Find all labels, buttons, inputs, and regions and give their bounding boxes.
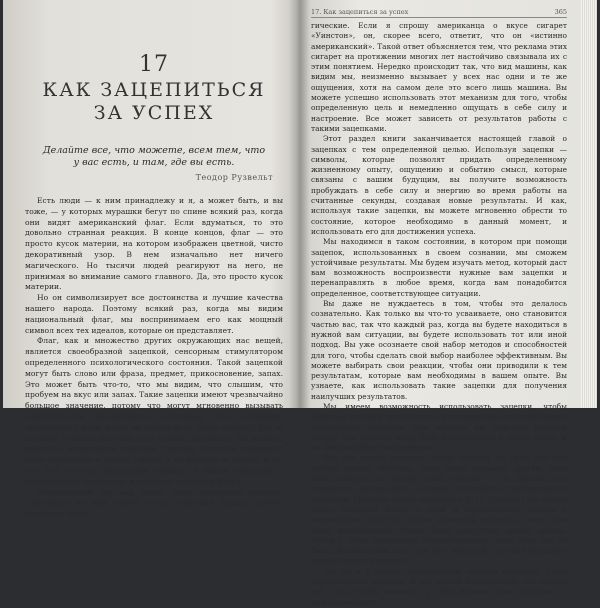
paragraph: Окружающий нас мир полон таких сенсорных зацепок. Некоторые из них имеют очень глубокий смысл, другие являются чисто [25,487,283,519]
chapter-title-line-1: КАК ЗАЦЕПИТЬСЯ [42,79,266,101]
paragraph: Вы даже не нуждаетесь в том, чтобы это делалось сознательно. Как только вы что-то усваиваете, оно становится частью вас, так что каждый раз, когда вы будете находиться в нужной вам ситуации, вы будете использовать тот или иной подход. Вы уже осознаете свой набор методов и способностей для того, чтобы сделать свой выбор наиболее эффективным. Вы можете выбирать свои реакции, чтобы они приводили к тем результатам, которые вам необходимы в вашем опыте. Вы узнаете, как использовать такие зацепки для получения наилучших результатов. [311,299,567,401]
paragraph: Мы имеем возможность использовать зацепки, чтобы добиться успеха в тех областях, в которых нам это необходимо. Научившись создавать свои зацепки, вы получите мощный ресурс. Эти зацепки могут быть использованы в любое время, и их действие будет мгновенным. [311,401,567,453]
epigraph: Делайте все, что можете, всем тем, что у вас есть, и там, где вы есть. [42,145,266,168]
paragraph: Но он символизирует все достоинства и лучшие качества нашего народа. Поэтому всякий раз, когда мы видим национальный флаг, мы воспринимаем его как мощный символ всех тех идеалов, которые он представляет. [25,293,283,335]
page-edges [581,0,597,408]
right-page [311,8,567,607]
running-head-title: 17. Как зацепиться за успех [311,8,409,16]
paragraph: Так же и у людей: определенные зацепки вызывают у нас определенные реакции, и мы можем использовать это знание для того, чтобы вызывать у себя нужные нам состояния в нужный момент. [311,566,567,607]
paragraph: Как мы знаем, создание таких зацепок по сути, без них вообще сложно обойтись. Одна мысль вызывает другую, одна вещь следует за другой, одно чувство — за другим, так создаются ассоциации, которые становятся определенным стимулом. Помните опыты академика И. П. Павлова? Он ставил перед собаками миску с едой и одновременно звонил в колокольчик, так что собаки начинали выделять слюну при звуке колокольчика. Позже было достаточно одного звонка, чтобы у собак начиналось слюноотделение, даже если еды не было. Колокольчик стал для них зацепкой, которая вызывала определенную реакцию. [311,453,567,566]
paragraph: Флаг, как и множество других окружающих нас вещей, является своеобразной зацепкой, сенсорным стимулятором определенного психологического состояния. Такой зацепкой могут быть слово или фраза, предмет, прикосновение, запах. Это может быть что-то, что мы видим, что слышим, что пробуем на вкус или запах. Такие зацепки имеют чрезвычайно большое значение, потому что могут мгновенно вызывать энергетически продуктивные состояния. Что, например, происходит с вами, когда вы видите флаг своей страны? Все те высокие чувства, которые этот символ выражает. Вы можете невольно испытывать сильные чувства, которые отражают ваше отношение к вашей стране, к ее истории и людям, и то, что эти чувства неразрывно связаны в вашем сознании с конкретными символами и является символом флага. [25,336,283,486]
left-body-text [25,196,283,520]
paragraph: Этот раздел книги заканчивается настоящей главой о зацепках с тем определенной целью. Используя зацепки — символы, которые позволят придать определенному жизненному опыту, ощущению и событию смысл, которые связаны с вашим будущим, вы получите возможность пробуждать в себе силу и энергию во время работы на считанные секунды, создавая новые результаты. И как, используя такие зацепки, вы можете мгновенно обрести то состояние, которое необходимо в данный момент, и использовать его для достижения успеха. [311,134,567,236]
paragraph: Мы находимся в таком состоянии, в котором при помощи зацепок, использованных в своем сознании, мы сможем устойчивые результаты. Мы будем изучать метод, который даст вам возможность воспроизвести нужные вам зацепки и перенаправлять в любое время, когда вам понадобится определенное, соответствующее ситуации. [311,237,567,298]
epigraph-author: Теодор Рузвельт [195,173,273,182]
page-number: 365 [554,8,567,16]
chapter-title-line-2: ЗА УСПЕХ [93,102,215,124]
right-body-text [311,21,567,608]
book-spine [289,0,311,408]
chapter-number: 17 [139,52,169,77]
left-page [25,22,283,519]
open-book [3,0,597,607]
running-head [311,8,567,18]
paragraph: гические. Если я спрошу американца о вкусе сигарет «Уинстон», он, скорее всего, ответит, что он «истинно американский». Такой ответ объясняется тем, что реклама этих сигарет на протяжении многих лет настойчиво связывала их с этим понятием. Нередко происходит так, что вид машины, как видим мы, неизменно вызывает у всех нас одни и те же ощущения, хотя на самом деле это всего лишь машина. Вы можете успешно использовать этот механизм для того, чтобы определенную цель и немедленно ощущать в себе силу и настроение. Все может зависеть от результатов работы с такими зацепками. [311,21,567,133]
paragraph: Есть люди — к ним принадлежу и я, а может быть, и вы тоже, — у которых мурашки бегут по спине всякий раз, когда они видят американский флаг. Если вдуматься, то это довольно странная реакция. В конце концов, флаг — это просто кусок материи, на котором изображен цветной, чисто декоративный узор. В нем изначально нет ничего магического. Но тысячи людей реагируют на него, не принимая во внимание самого главного. Да, это просто кусок материи. [25,196,283,292]
chapter-title [25,79,283,125]
